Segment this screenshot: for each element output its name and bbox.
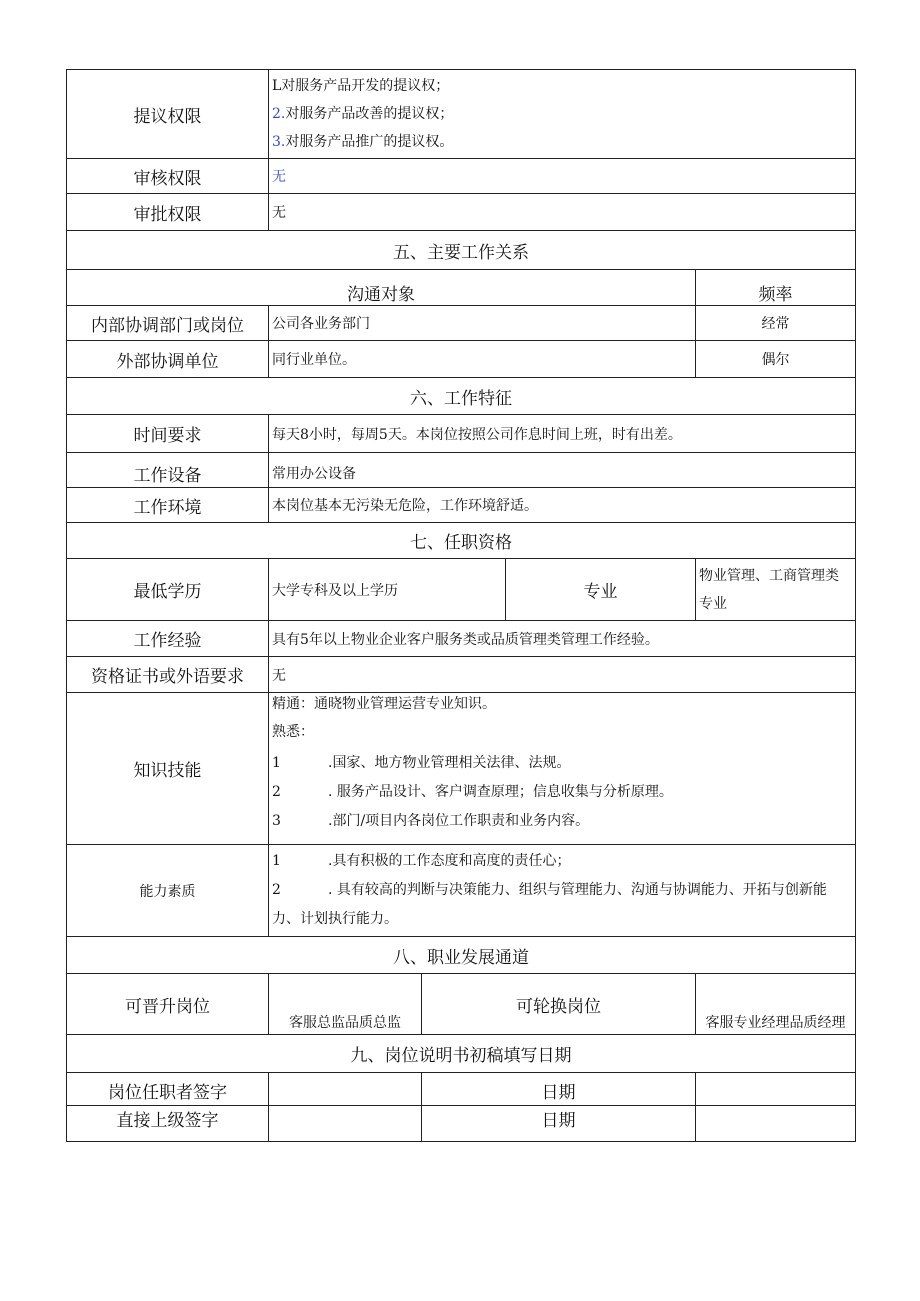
feature-value: 本岗位基本无污染无危险，工作环境舒适。 [269, 488, 856, 523]
section-title-features: 六、工作特征 [67, 378, 856, 415]
propose-item: L对服务产品开发的提议权； [272, 78, 450, 94]
certificate-row [67, 657, 856, 693]
knowledge-content [269, 693, 856, 845]
signing-row [67, 1073, 856, 1106]
section-features-row [67, 378, 856, 415]
rotate-label: 可轮换岗位 [422, 974, 696, 1035]
section-qualifications-row [67, 523, 856, 559]
propose-item: 3.对服务产品推广的提议权。 [272, 134, 454, 150]
relation-label: 外部协调单位 [67, 341, 269, 378]
certificate-value: 无 [269, 657, 856, 693]
propose-authority-label: 提议权限 [67, 70, 269, 159]
experience-label: 工作经验 [67, 621, 269, 657]
relation-label: 内部协调部门或岗位 [67, 306, 269, 341]
promote-value: 客服总监品质总监 [269, 974, 422, 1035]
col-communication-object: 沟通对象 [67, 270, 696, 306]
experience-value: 具有5年以上物业企业客户服务类或品质管理类管理工作经验。 [269, 621, 856, 657]
section-career-row [67, 937, 856, 974]
features-row [67, 488, 856, 523]
major-label: 专业 [506, 559, 696, 621]
propose-item: 2.对服务产品改善的提议权； [272, 106, 454, 122]
experience-row [67, 621, 856, 657]
relation-object: 同行业单位。 [269, 341, 696, 378]
section-title-career: 八、职业发展通道 [67, 937, 856, 974]
relation-frequency: 偶尔 [696, 341, 856, 378]
knowledge-item: 3 .部门/项目内各岗位工作职责和业务内容。 [272, 813, 590, 829]
major-value: 物业管理、工商管理类专业 [696, 559, 856, 621]
feature-label: 工作环境 [67, 488, 269, 523]
ability-label: 能力素质 [67, 845, 269, 937]
rotate-value: 客服专业经理品质经理 [696, 974, 856, 1035]
feature-label: 工作设备 [67, 453, 269, 488]
knowledge-row [67, 693, 856, 845]
promote-label: 可晋升岗位 [67, 974, 269, 1035]
relations-header-row [67, 270, 856, 306]
section-title-signing: 九、岗位说明书初稿填写日期 [67, 1035, 856, 1073]
date-field[interactable] [696, 1073, 856, 1106]
relations-row [67, 341, 856, 378]
knowledge-item: 2 . 服务产品设计、客户调查原理；信息收集与分析原理。 [272, 784, 673, 800]
review-authority-label: 审核权限 [67, 159, 269, 194]
relation-object: 公司各业务部门 [269, 306, 696, 341]
education-row [67, 559, 856, 621]
signer-label: 岗位任职者签字 [67, 1073, 269, 1106]
feature-label: 时间要求 [67, 415, 269, 453]
approve-authority-value: 无 [269, 194, 856, 231]
section-signing-row [67, 1035, 856, 1073]
date-label: 日期 [422, 1073, 696, 1106]
education-label: 最低学历 [67, 559, 269, 621]
approve-authority-row [67, 194, 856, 231]
col-frequency: 频率 [696, 270, 856, 306]
ability-item: 1 .具有积极的工作态度和高度的责任心； [272, 853, 571, 869]
date-label: 日期 [422, 1106, 696, 1142]
features-row [67, 415, 856, 453]
propose-authority-list [269, 70, 856, 159]
feature-value: 常用办公设备 [269, 453, 856, 488]
propose-authority-row [67, 70, 856, 159]
ability-content [269, 845, 856, 937]
section-title-qualifications: 七、任职资格 [67, 523, 856, 559]
features-row [67, 453, 856, 488]
career-row [67, 974, 856, 1035]
relation-frequency: 经常 [696, 306, 856, 341]
review-authority-row [67, 159, 856, 194]
feature-value: 每天8小时，每周5天。本岗位按照公司作息时间上班，时有出差。 [269, 415, 856, 453]
ability-item: 2 . 具有较高的判断与决策能力、组织与管理能力、沟通与协调能力、开拓与创新能力、计划执行能力。 [272, 882, 827, 927]
education-value: 大学专科及以上学历 [269, 559, 506, 621]
signer-label: 直接上级签字 [67, 1106, 269, 1142]
review-authority-value: 无 [269, 159, 856, 194]
approve-authority-label: 审批权限 [67, 194, 269, 231]
knowledge-master: 精通：通晓物业管理运营专业知识。 [272, 696, 496, 712]
section-title-relations: 五、主要工作关系 [67, 231, 856, 270]
job-description-table [66, 69, 856, 1142]
relations-row [67, 306, 856, 341]
ability-row [67, 845, 856, 937]
signature-field[interactable] [269, 1073, 422, 1106]
knowledge-item: 1 .国家、地方物业管理相关法律、法规。 [272, 755, 571, 771]
date-field[interactable] [696, 1106, 856, 1142]
section-relations-row [67, 231, 856, 270]
signature-field[interactable] [269, 1106, 422, 1142]
signing-row [67, 1106, 856, 1142]
certificate-label: 资格证书或外语要求 [67, 657, 269, 693]
knowledge-familiar: 熟悉： [272, 724, 314, 740]
knowledge-label: 知识技能 [67, 693, 269, 845]
